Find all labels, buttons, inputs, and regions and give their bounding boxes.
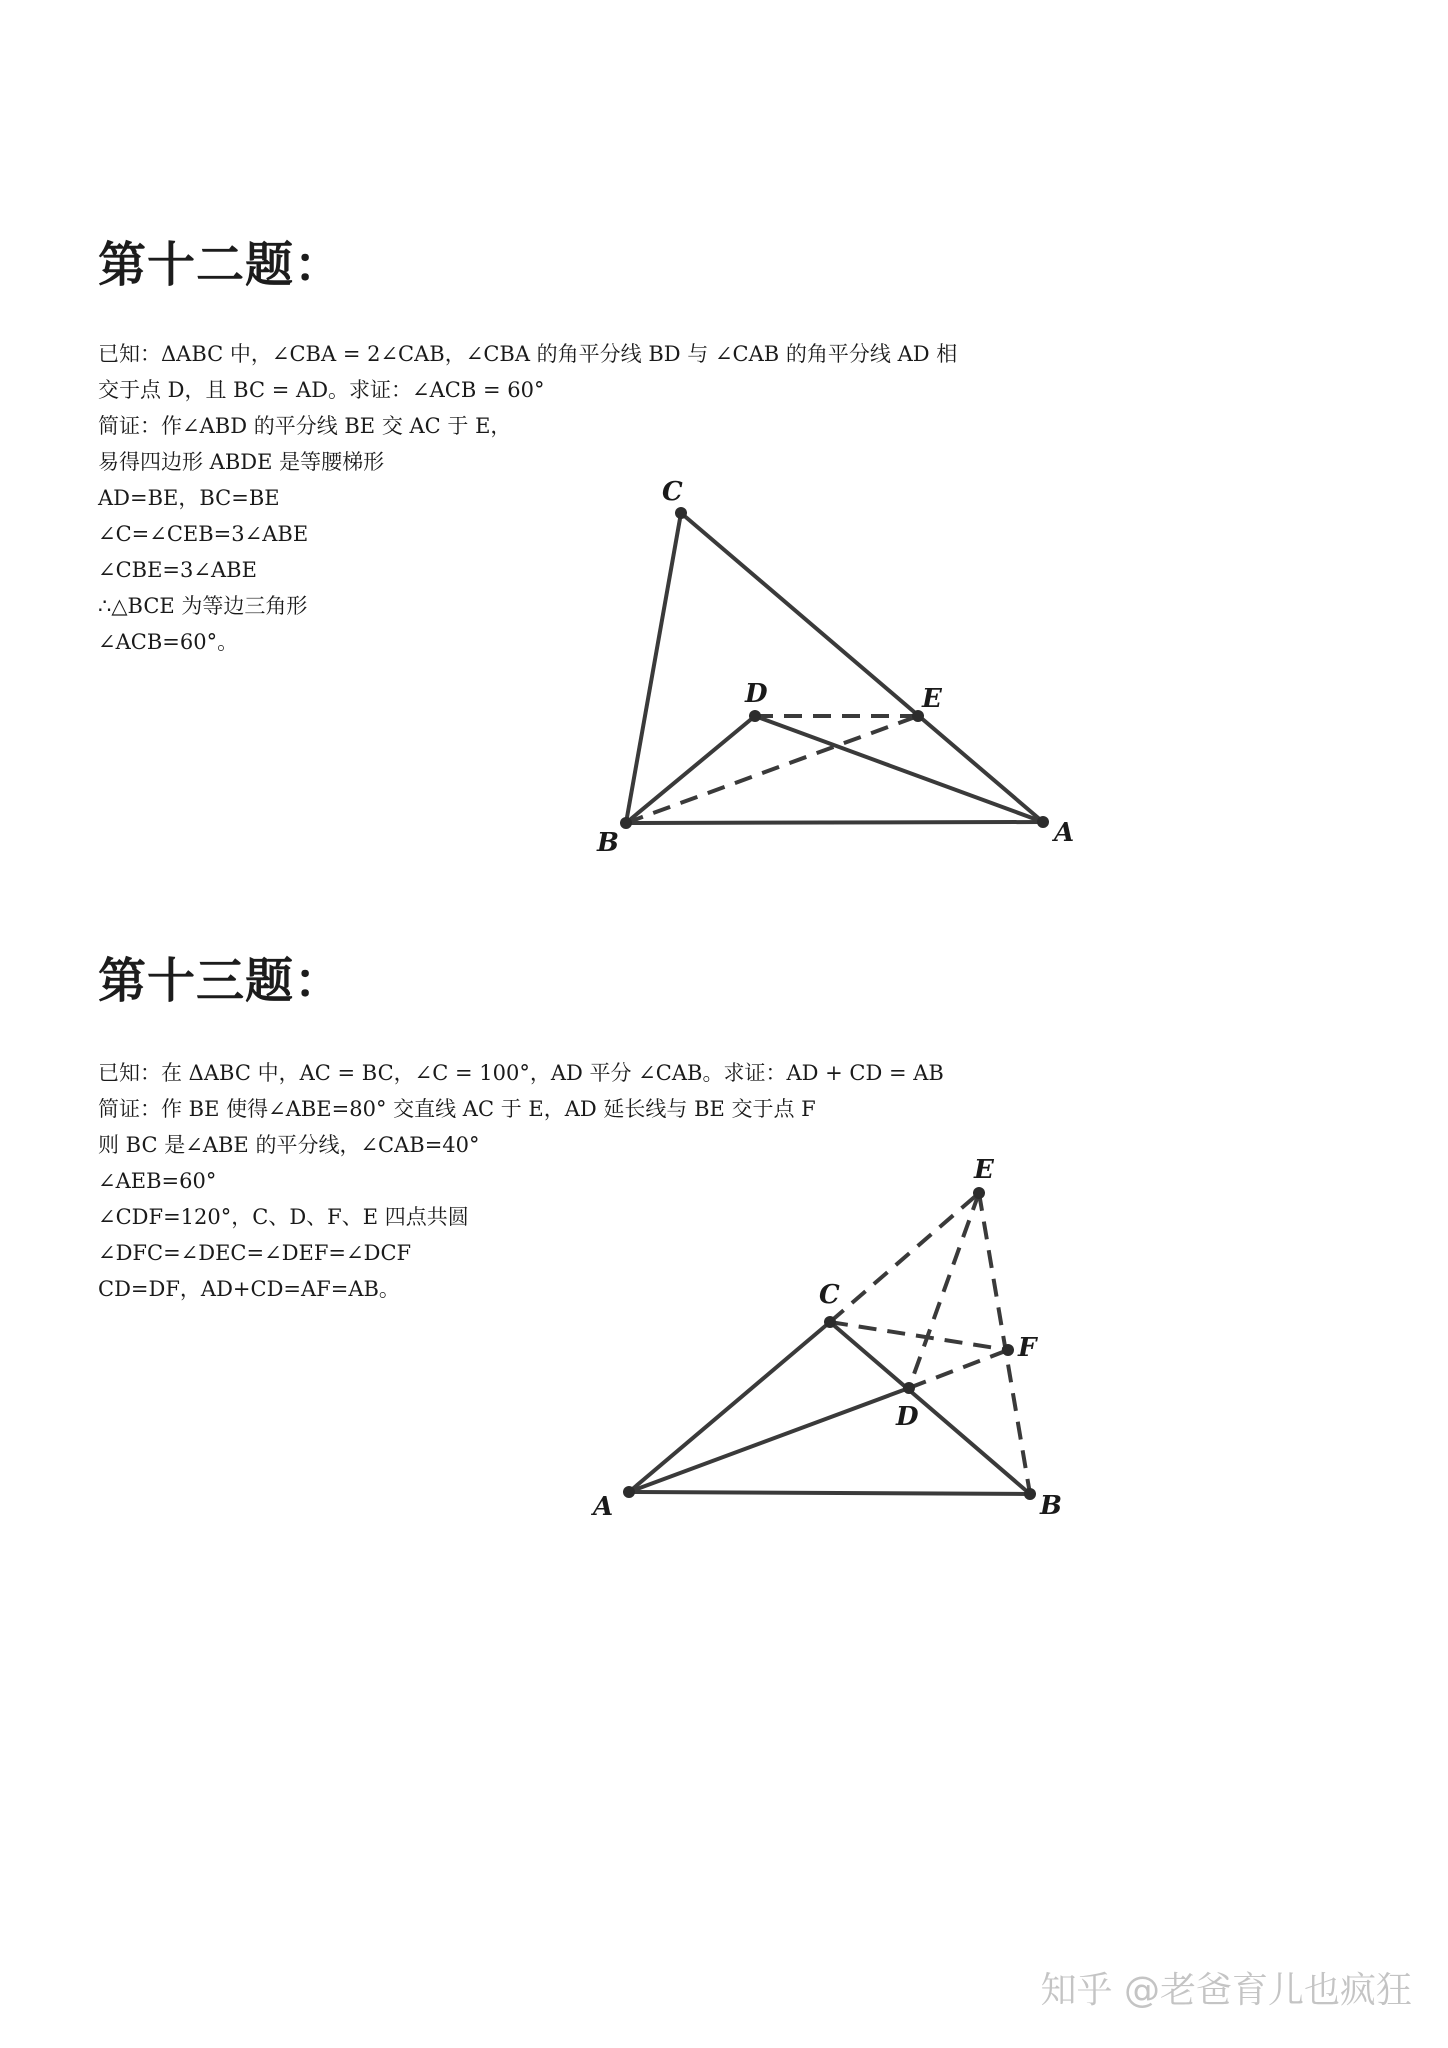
point-D: [903, 1382, 915, 1394]
segment-CB: [626, 513, 681, 823]
point-F: [1002, 1344, 1014, 1356]
problem-12-line: 已知：ΔABC 中，∠CBA = 2∠CAB，∠CBA 的角平分线 BD 与 ∠CAB 的角平分线 AD 相: [98, 342, 958, 366]
label-B: B: [1040, 1491, 1062, 1521]
segment-AD: [629, 1388, 909, 1492]
zhihu-watermark: 知乎 @老爸育儿也疯狂: [1040, 1970, 1412, 2011]
problem-13-text: [98, 1055, 944, 1307]
problem-12-line: ∠CBE=3∠ABE: [98, 558, 257, 582]
label-F: F: [1018, 1333, 1037, 1363]
point-B: [1024, 1488, 1036, 1500]
segment-BE-dashed: [626, 716, 918, 823]
problem-13-title: 第十三题：: [98, 953, 344, 1009]
point-E: [973, 1187, 985, 1199]
segment-DF-dashed: [909, 1350, 1008, 1388]
problem-12-line: ∴△BCE 为等边三角形: [98, 594, 308, 618]
problem-13-line: CD=DF，AD+CD=AF=AB。: [98, 1277, 400, 1301]
segment-CA: [681, 513, 1043, 822]
problem-13-line: 简证：作 BE 使得∠ABE=80° 交直线 AC 于 E，AD 延长线与 BE 交于点 F: [98, 1097, 816, 1121]
figure-12: [596, 477, 1074, 858]
point-B: [620, 817, 632, 829]
segment-BA: [626, 822, 1043, 823]
label-A: A: [1054, 818, 1075, 848]
problem-13-line: ∠DFC=∠DEC=∠DEF=∠DCF: [98, 1241, 412, 1265]
segment-AC: [629, 1322, 830, 1492]
problem-12-line: ∠ACB=60°。: [98, 630, 239, 654]
problem-13-line: ∠AEB=60°: [98, 1169, 217, 1193]
problem-12-line: AD=BE，BC=BE: [98, 486, 280, 510]
point-A: [623, 1486, 635, 1498]
label-C: C: [819, 1280, 840, 1310]
label-B: B: [597, 828, 619, 858]
segment-DA: [755, 716, 1043, 822]
label-A: A: [593, 1492, 614, 1522]
label-D: D: [896, 1402, 919, 1432]
problem-13-line: ∠CDF=120°，C、D、F、E 四点共圆: [98, 1205, 469, 1229]
segment-AB: [629, 1492, 1030, 1494]
point-A: [1037, 816, 1049, 828]
point-C: [824, 1316, 836, 1328]
problem-13-line: 已知：在 ΔABC 中，AC = BC，∠C = 100°，AD 平分 ∠CAB。求证：AD + CD = AB: [98, 1061, 944, 1085]
problem-12-line: 交于点 D，且 BC = AD。求证：∠ACB = 60°: [98, 378, 545, 402]
problem-12-line: ∠C=∠CEB=3∠ABE: [98, 522, 309, 546]
label-E: E: [922, 684, 942, 714]
problem-12-title: 第十二题：: [98, 237, 344, 293]
problem-12-line: 简证：作∠ABD 的平分线 BE 交 AC 于 E，: [98, 414, 512, 438]
problem-12-line: 易得四边形 ABDE 是等腰梯形: [98, 450, 385, 474]
point-C: [675, 507, 687, 519]
point-D: [749, 710, 761, 722]
segment-BD: [626, 716, 755, 823]
label-E: E: [974, 1155, 994, 1185]
label-D: D: [745, 679, 768, 709]
problem-13-line: 则 BC 是∠ABE 的平分线，∠CAB=40°: [98, 1133, 480, 1157]
label-C: C: [662, 477, 683, 507]
